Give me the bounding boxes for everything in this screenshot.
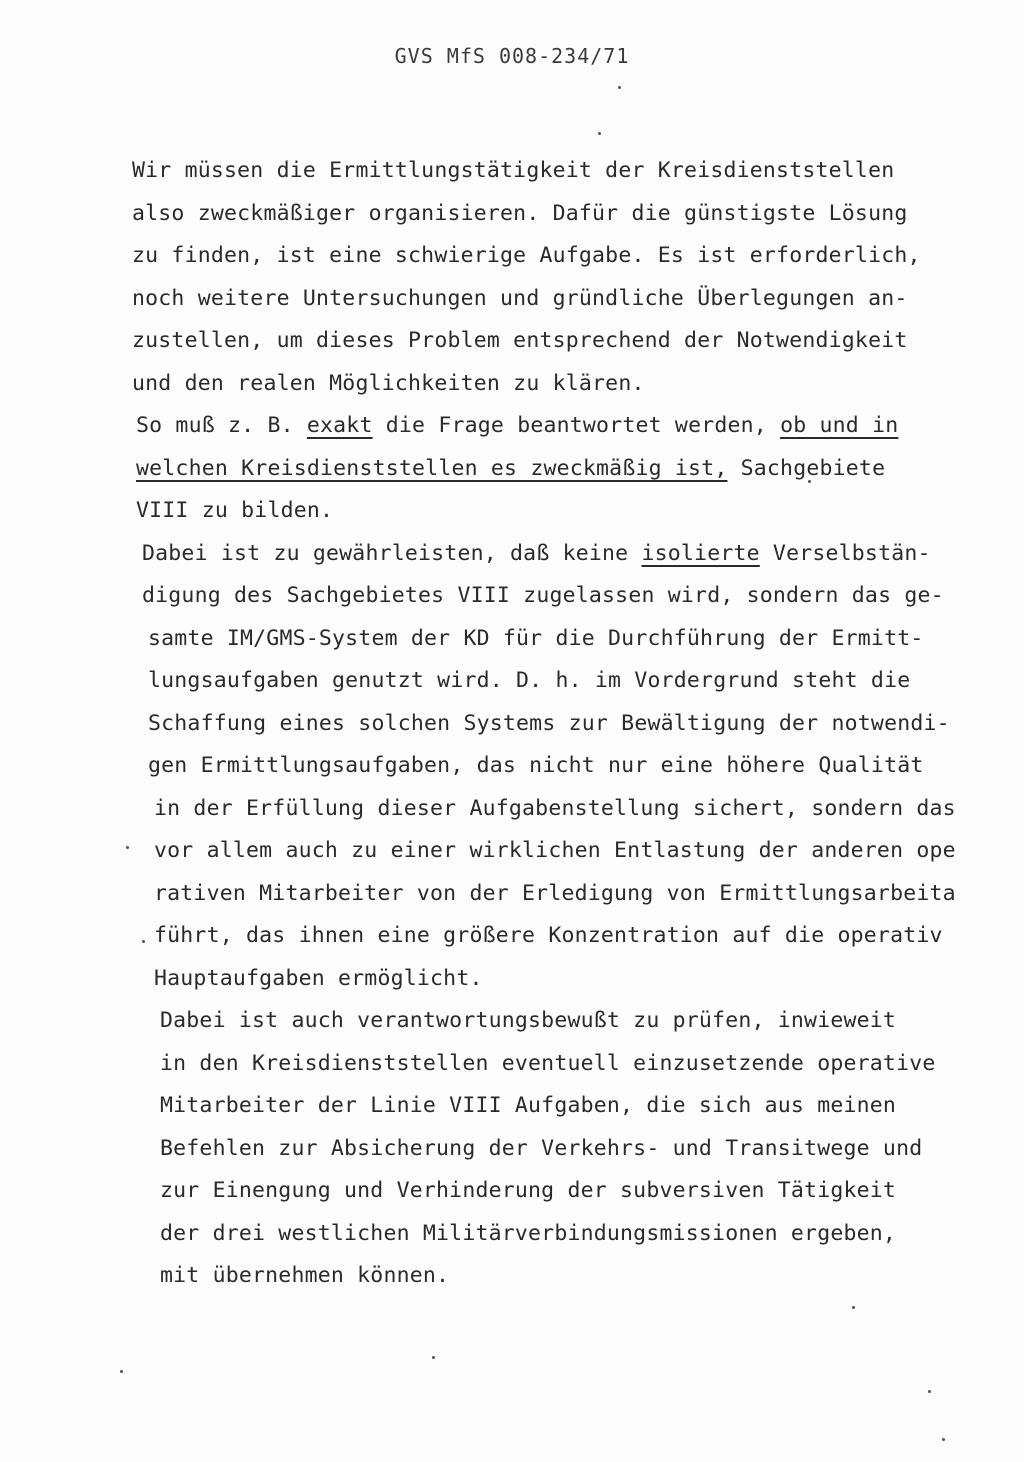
scan-speck [142, 940, 145, 943]
scan-speck [432, 1356, 435, 1359]
text-line [132, 533, 962, 576]
scan-speck [852, 1306, 855, 1309]
text-line: mit übernehmen können. [160, 1263, 450, 1288]
text-line: Dabei ist auch verantwortungsbewußt zu prüfen, inwieweit [160, 1008, 897, 1033]
text-line: in den Kreisdienststellen eventuell einzusetzende operative [160, 1050, 936, 1076]
scan-speck [618, 86, 621, 89]
document-body [132, 150, 962, 1298]
text-line: Wir müssen die Ermittlungstätigkeit der Kreisdienststellen [132, 158, 895, 183]
underlined-text: isolierte [641, 540, 760, 566]
text-line: zur Einengung und Verhinderung der subversiven Tätigkeit [160, 1178, 897, 1203]
text-line: zu finden, ist eine schwierige Aufgabe. Es ist erforderlich, [132, 243, 921, 268]
scan-speck [928, 1390, 931, 1393]
scan-speck [126, 846, 129, 849]
text-line: in der Erfüllung dieser Aufgabenstellung sichert, sondern das [154, 795, 956, 821]
text-line: digung des Sachgebietes VIII zugelassen wird, sondern das ge- [142, 583, 944, 608]
text-line: rativen Mitarbeiter von der Erledigung von Ermittlungsarbeita [154, 880, 956, 906]
scan-speck [942, 1438, 945, 1441]
text-line: zustellen, um dieses Problem entsprechend der Notwendigkeit [132, 328, 908, 353]
text-line: führt, das ihnen eine größere Konzentration auf die operativ [154, 923, 943, 948]
text-line: noch weitere Untersuchungen und gründliche Überlegungen an- [132, 285, 908, 311]
text-line: VIII zu bilden. [136, 498, 334, 523]
text-line [132, 448, 962, 491]
text-line: vor allem auch zu einer wirklichen Entlastung der anderen ope [154, 838, 956, 863]
text-line: gen Ermittlungsaufgaben, das nicht nur eine höhere Qualität [148, 753, 924, 778]
text-segment: die Frage beantwortet werden, [372, 413, 781, 438]
text-segment: Sachgebiete [727, 455, 886, 481]
text-segment: Dabei ist zu gewährleisten, daß keine [142, 540, 642, 566]
text-line: Befehlen zur Absicherung der Verkehrs- und Transitwege und [160, 1135, 923, 1161]
underlined-text: exakt [306, 413, 373, 438]
text-line: lungsaufgaben genutzt wird. D. h. im Vordergrund steht die [148, 668, 911, 693]
document-reference-header: GVS MfS 008-234/71 [394, 44, 630, 68]
text-line: also zweckmäßiger organisieren. Dafür die günstigste Lösung [132, 200, 908, 226]
underlined-text: ob und in [780, 413, 899, 438]
text-line [132, 405, 962, 448]
underlined-text: welchen Kreisdienststellen es zweckmäßig ist, [136, 455, 728, 481]
text-segment: So muß z. B. [136, 413, 307, 438]
scan-speck [598, 132, 601, 135]
scan-speck [120, 1370, 123, 1373]
text-line: Hauptaufgaben ermöglicht. [154, 965, 483, 991]
scan-speck [808, 480, 811, 483]
text-line: der drei westlichen Militärverbindungsmissionen ergeben, [160, 1220, 897, 1246]
text-line: Schaffung eines solchen Systems zur Bewältigung der notwendi- [148, 710, 950, 736]
text-line: und den realen Möglichkeiten zu klären. [132, 370, 645, 396]
text-line: Mitarbeiter der Linie VIII Aufgaben, die sich aus meinen [160, 1093, 897, 1118]
text-segment: Verselbstän- [759, 540, 931, 566]
text-line: samte IM/GMS-System der KD für die Durchführung der Ermitt- [148, 625, 924, 651]
